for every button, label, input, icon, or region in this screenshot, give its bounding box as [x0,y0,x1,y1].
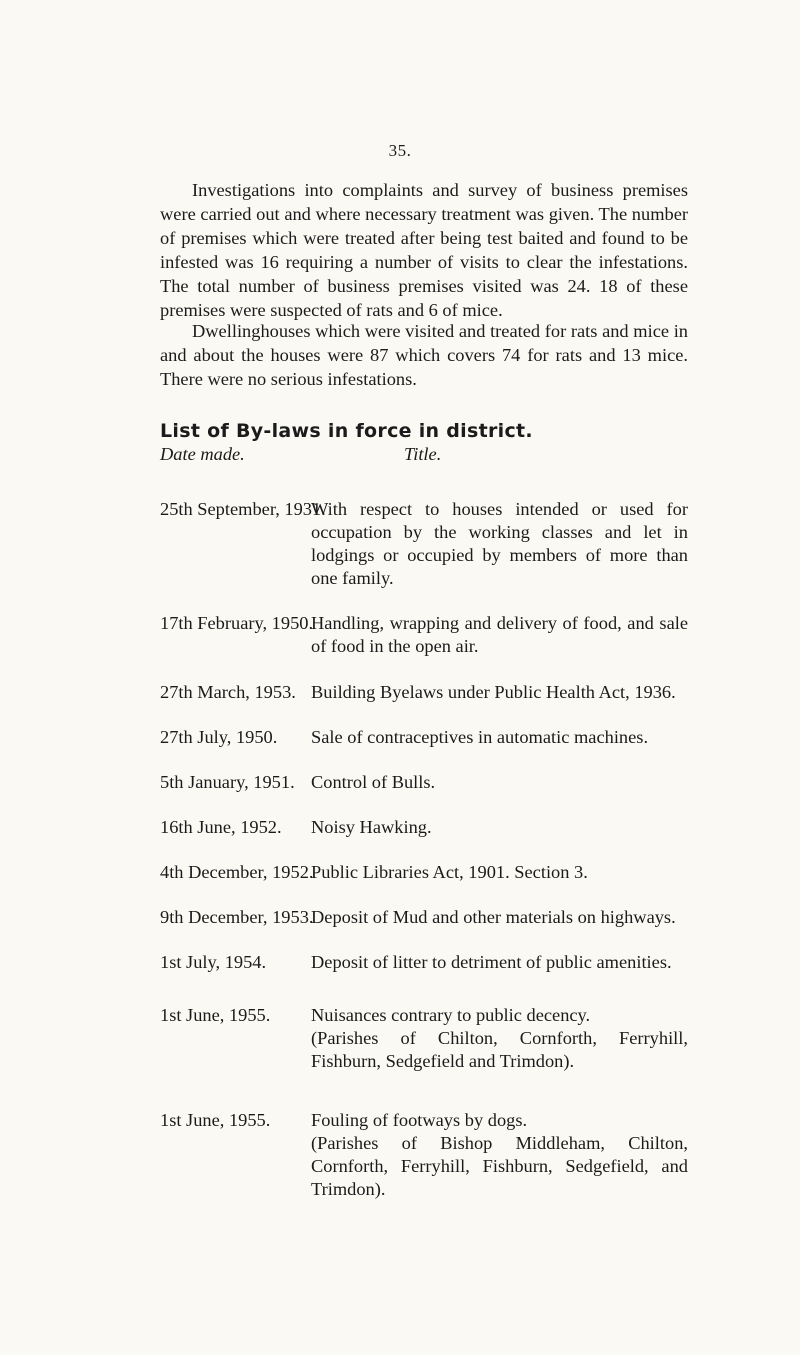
bylaw-title: Public Libraries Act, 1901. Section 3. [311,862,588,882]
bylaw-row [160,861,688,884]
title-column-heading: Title. [404,444,442,464]
bylaw-title: Building Byelaws under Public Health Act, 1936. [311,682,676,702]
bylaw-title-cell [311,726,688,749]
bylaw-title: Nuisances contrary to public decency. [311,1005,591,1025]
bylaw-title-note: (Parishes of Bishop Middleham, Chilton, Cornforth, Ferryhill, Fishburn, Sedgefield, and Trimdon). [311,1133,688,1199]
bylaw-title: Control of Bulls. [311,772,436,792]
bylaw-date: 27th July, 1950. [160,727,278,747]
bylaw-row [160,726,688,749]
bylaw-title-cell [311,951,688,974]
bylaw-date: 9th December, 1953. [160,907,314,927]
bylaw-row [160,906,688,929]
bylaw-title-cell [311,681,688,704]
bylaw-row [160,771,688,794]
bylaw-date: 27th March, 1953. [160,682,296,702]
bylaw-title: Fouling of footways by dogs. [311,1110,528,1130]
bylaw-title: With respect to houses intended or used for occupation by the working classes and let in lodgings or occupied by members of more than one family. [311,499,688,588]
bylaw-date: 1st July, 1954. [160,952,267,972]
date-column-heading: Date made. [160,444,245,464]
bylaw-title: Deposit of Mud and other materials on highways. [311,907,676,927]
bylaw-date: 4th December, 1952. [160,862,314,882]
bylaw-row [160,612,688,658]
bylaw-title-cell [311,816,688,839]
bylaw-title-cell [311,612,688,658]
bylaw-title: Handling, wrapping and delivery of food, and sale of food in the open air. [311,613,688,656]
bylaw-date: 16th June, 1952. [160,817,282,837]
bylaw-date: 17th February, 1950. [160,613,314,633]
bylaw-row [160,1109,688,1201]
bylaw-title-cell [311,906,688,929]
bylaw-row [160,498,688,590]
bylaw-title: Deposit of litter to detriment of public amenities. [311,952,672,972]
bylaw-title-note: (Parishes of Chilton, Cornforth, Ferryhill, Fishburn, Sedgefield and Trimdon). [311,1028,688,1071]
paragraph-business-premises: Investigations into complaints and survey of business premises were carried out and where necessary treatment was given. The number of premises which were treated after being test baited and found to be infested was 16 requiring a number of visits to clear the infestations. The total number of business premises visited was 24. 18 of these premises were suspected of rats and 6 of mice. [160,180,688,320]
bylaw-row [160,816,688,839]
bylaw-date: 1st June, 1955. [160,1110,271,1130]
paragraph-dwellinghouses: Dwellinghouses which were visited and treated for rats and mice in and about the houses were 87 which covers 74 for rats and 13 mice. There were no serious infestations. [160,321,688,389]
bylaw-date: 25th September, 1931. [160,499,326,519]
bylaw-row [160,681,688,704]
bylaw-title: Sale of contraceptives in automatic machines. [311,727,649,747]
bylaw-list [160,498,688,1201]
bylaw-title-cell [311,861,688,884]
bylaws-heading: List of By-laws in force in district. [160,420,533,442]
bylaw-title-cell [311,771,688,794]
bylaw-row [160,1004,688,1073]
bylaw-title-cell [311,498,688,590]
page-number: 35. [388,141,412,160]
bylaw-title-cell [311,1109,688,1201]
bylaw-date: 1st June, 1955. [160,1005,271,1025]
bylaw-row [160,951,688,974]
bylaw-date: 5th January, 1951. [160,772,295,792]
bylaw-title-cell [311,1004,688,1073]
bylaw-title: Noisy Hawking. [311,817,432,837]
